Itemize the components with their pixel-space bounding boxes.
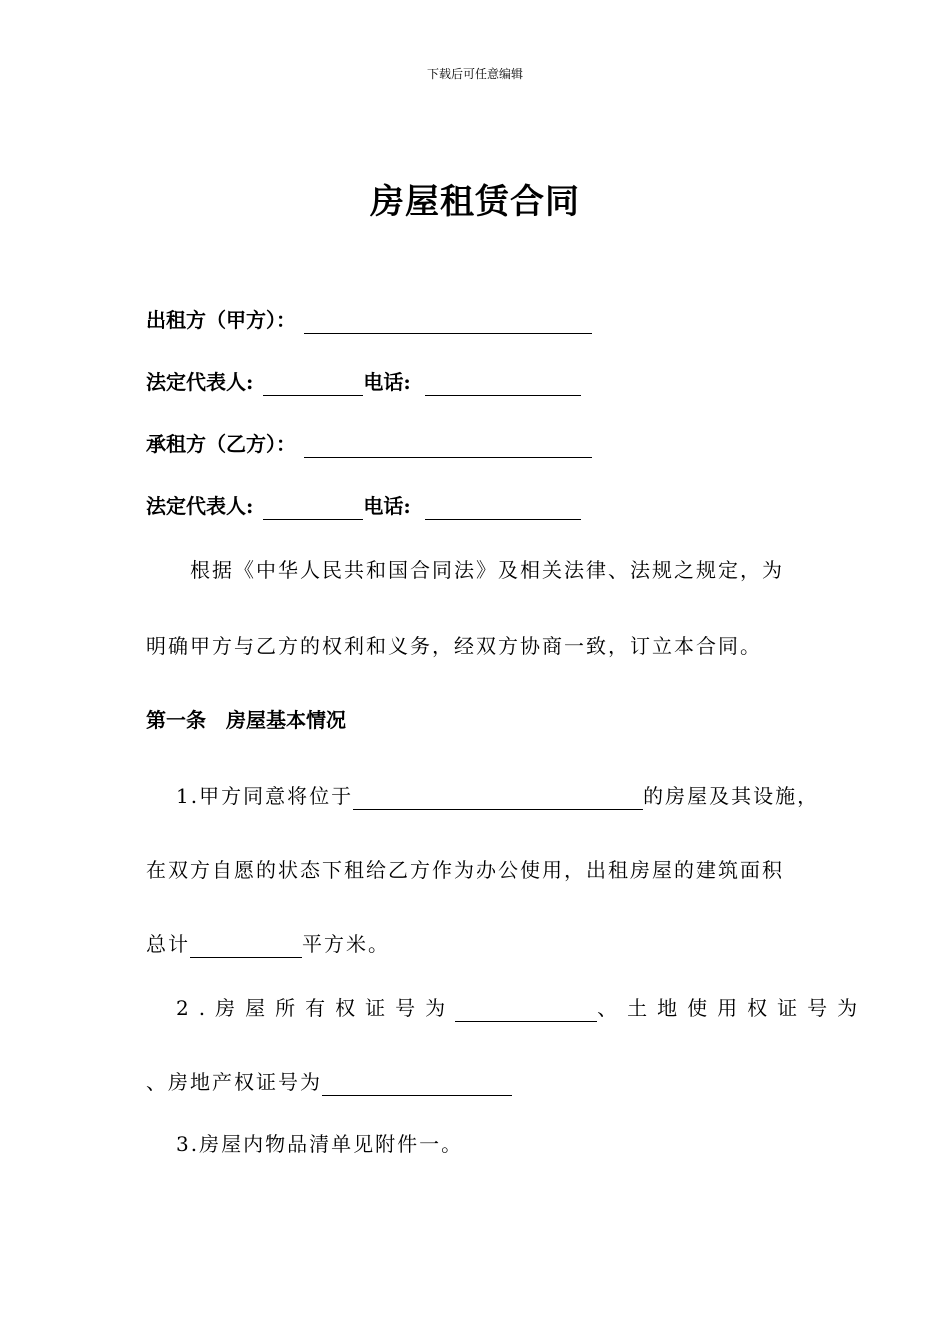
lessor-rep-label: 法定代表人: [146,370,254,394]
article-1-item-1-line-1 [176,782,819,810]
preamble-line-2: 明确甲方与乙方的权利和义务，经双方协商一致，订立本合同。 [146,634,762,658]
lessee-phone-label: 电话: [363,494,411,518]
ownership-cert-blank[interactable] [455,997,597,1022]
lessee-row [146,430,592,458]
item-2-text-c: 、房地产权证号为 [146,1070,322,1094]
lessor-phone-blank[interactable] [425,371,581,396]
lessor-rep-blank[interactable] [263,371,363,396]
property-location-blank[interactable] [353,785,643,810]
floor-area-blank[interactable] [190,933,302,958]
lessee-name-blank[interactable] [304,433,592,458]
lessor-rep-row [146,368,581,396]
real-estate-cert-blank[interactable] [322,1071,512,1096]
article-1-heading: 第一条 房屋基本情况 [146,708,346,732]
contract-title: 房屋租赁合同 [370,182,580,222]
page-header-note: 下载后可任意编辑 [426,67,523,81]
preamble-line-1: 根据《中华人民共和国合同法》及相关法律、法规之规定，为 [190,558,784,582]
article-1-item-3: 3.房屋内物品清单见附件一。 [176,1132,464,1156]
item-1-text-c: 总计 [146,932,190,956]
article-1-item-1-line-3 [146,930,390,958]
item-1-text-b: 的房屋及其设施， [643,784,820,808]
lessor-name-blank[interactable] [304,309,592,334]
article-1-item-2-line-2 [146,1068,512,1096]
item-2-text-b: 、土地使用权证号为 [597,996,868,1020]
item-2-text-a: 2.房屋所有权证号为 [176,996,456,1020]
lessor-phone-label: 电话: [363,370,411,394]
article-1-item-1-line-2: 在双方自愿的状态下租给乙方作为办公使用，出租房屋的建筑面积 [146,858,784,882]
lessee-rep-label: 法定代表人: [146,494,254,518]
lessee-rep-blank[interactable] [263,495,363,520]
lessee-rep-row [146,492,581,520]
lessor-label: 出租方（甲方）： [146,308,296,332]
lessee-label: 承租方（乙方）： [146,432,296,456]
item-1-text-d: 平方米。 [302,932,390,956]
item-1-text-a: 1.甲方同意将位于 [176,784,354,808]
article-1-item-2-line-1 [176,994,867,1022]
lessor-row [146,306,592,334]
lessee-phone-blank[interactable] [425,495,581,520]
